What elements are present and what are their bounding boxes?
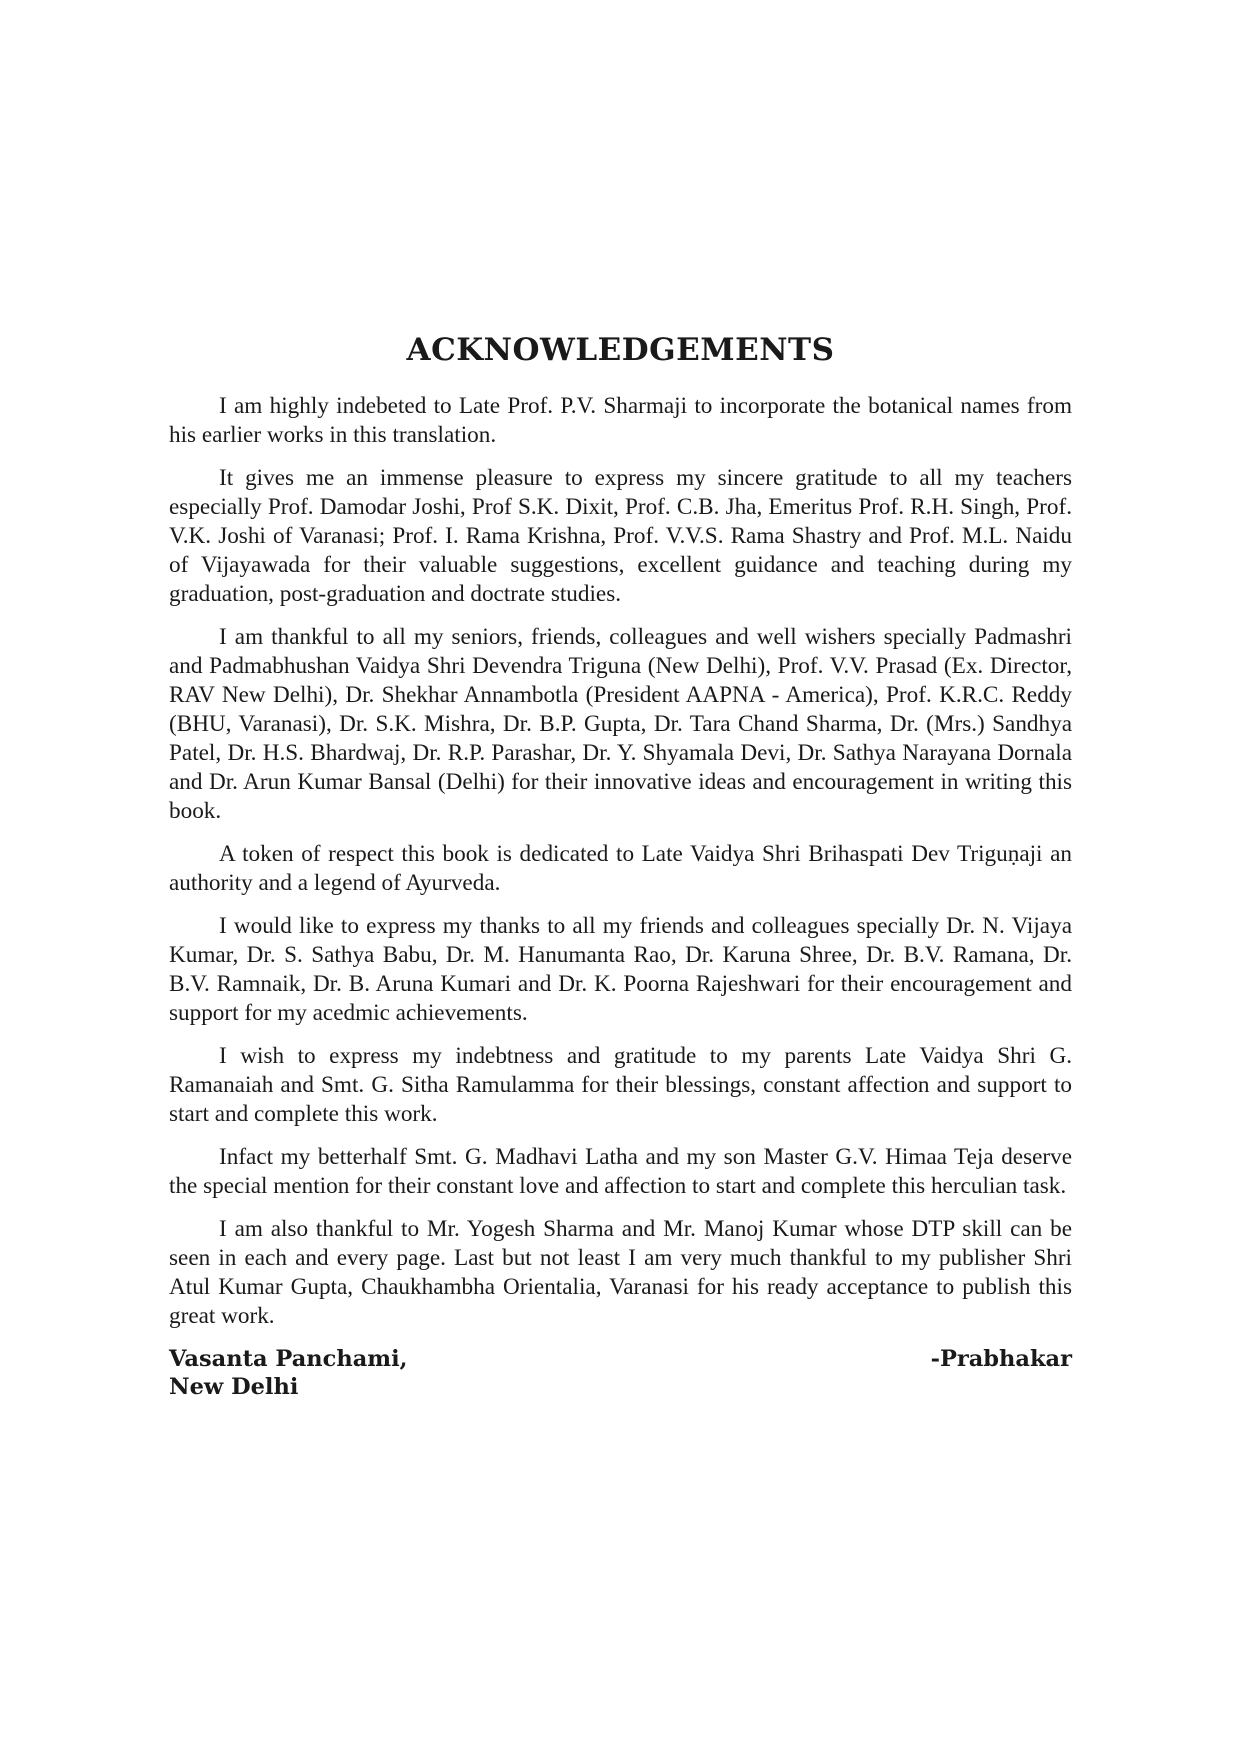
acknowledgements-page (169, 330, 1072, 1401)
signoff-city: New Delhi (169, 1374, 299, 1400)
paragraph-3: I am thankful to all my seniors, friends, colleagues and well wishers specially Padmashri and Padmabhushan Vaidya Shri Devendra Triguna (New Delhi), Prof. V.V. Prasad (Ex. Director, RAV New Delhi), Dr. Shekhar Annambotla (President AAPNA - America), Prof. K.R.C. Reddy (BHU, Varanasi), Dr. S.K. Mishra, Dr. B.P. Gupta, Dr. Tara Chand Sharma, Dr. (Mrs.) Sandhya Patel, Dr. H.S. Bhardwaj, Dr. R.P. Parashar, Dr. Y. Shyamala Devi, Dr. Sathya Narayana Dornala and Dr. Arun Kumar Bansal (Delhi) for their innovative ideas and encouragement in writing this book. (169, 624, 1072, 824)
paragraph-4: A token of respect this book is dedicated to Late Vaidya Shri Brihaspati Dev Triguṇaji an authority and a legend of Ayurveda. (169, 841, 1072, 896)
paragraph-2: It gives me an immense pleasure to express my sincere gratitude to all my teachers especially Prof. Damodar Joshi, Prof S.K. Dixit, Prof. C.B. Jha, Emeritus Prof. R.H. Singh, Prof. V.K. Joshi of Varanasi; Prof. I. Rama Krishna, Prof. V.V.S. Rama Shastry and Prof. M.L. Naidu of Vijayawada for their valuable suggestions, excellent guidance and teaching during my graduation, post-graduation and doctrate studies. (169, 465, 1072, 607)
paragraph-5: I would like to express my thanks to all my friends and colleagues specially Dr. N. Vijaya Kumar, Dr. S. Sathya Babu, Dr. M. Hanumanta Rao, Dr. Karuna Shree, Dr. B.V. Ramana, Dr. B.V. Ramnaik, Dr. B. Aruna Kumari and Dr. K. Poorna Rajeshwari for their encouragement and support for my acedmic achievements. (169, 913, 1072, 1026)
paragraph-1: I am highly indebeted to Late Prof. P.V. Sharmaji to incorporate the botanical names from his earlier works in this translation. (169, 393, 1072, 448)
page-title: ACKNOWLEDGEMENTS (406, 332, 835, 368)
paragraph-7: Infact my betterhalf Smt. G. Madhavi Latha and my son Master G.V. Himaa Teja deserve the special mention for their constant love and affection to start and complete this herculian task. (169, 1144, 1072, 1199)
signoff (169, 1345, 1072, 1401)
signoff-occasion: Vasanta Panchami, (169, 1346, 408, 1372)
paragraph-8: I am also thankful to Mr. Yogesh Sharma and Mr. Manoj Kumar whose DTP skill can be seen in each and every page. Last but not least I am very much thankful to my publisher Shri Atul Kumar Gupta, Chaukhambha Orientalia, Varanasi for his ready acceptance to publish this great work. (169, 1216, 1072, 1329)
signoff-place (169, 1345, 407, 1401)
signoff-author: -Prabhakar (930, 1346, 1072, 1372)
paragraph-6: I wish to express my indebtness and gratitude to my parents Late Vaidya Shri G. Ramanaiah and Smt. G. Sitha Ramulamma for their blessings, constant affection and support to start and complete this work. (169, 1043, 1072, 1127)
